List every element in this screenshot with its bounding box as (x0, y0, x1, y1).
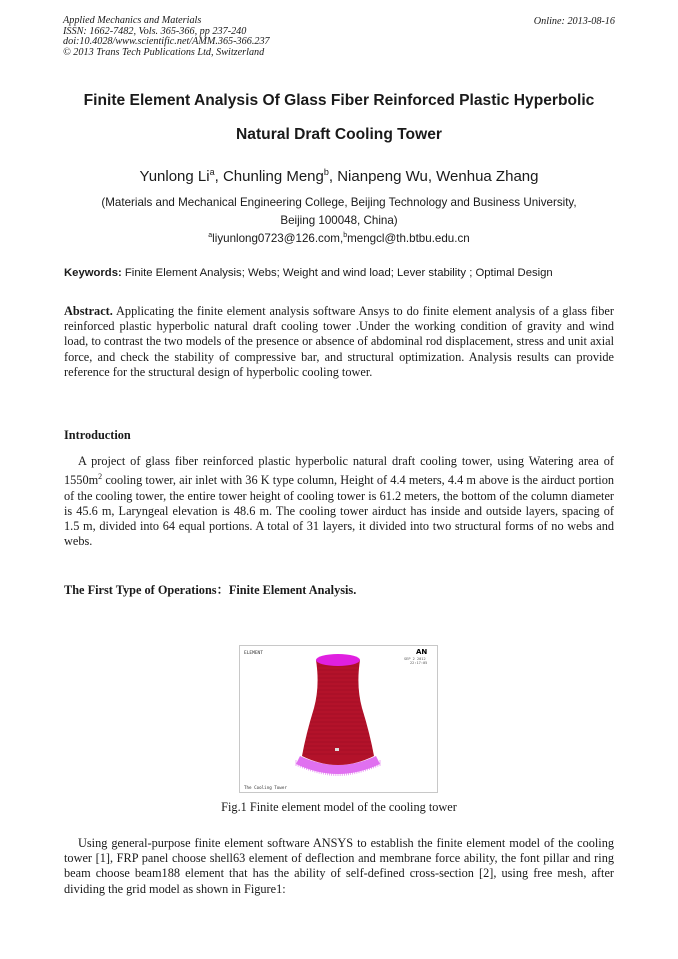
abstract-text: Applicating the finite element analysis software Ansys to do finite element analysis of a glass fiber reinforced plastic hyperbolic natural draft cooling tower .Under the working condition of gravity and wind load, to contrast the two models of the presence or absence of abdominal rod displacement, stress and unit axial force, and check the stability of compressive bar, and structural optimization. Analysis results can provide reference for the structural design of hyperbolic cooling tower. (64, 304, 614, 379)
ansys-badge: AN (416, 648, 428, 656)
email-b-sup: b (343, 232, 348, 240)
intro-text-1: A project of glass fiber reinforced plastic hyperbolic natural draft cooling tower, using Watering area of 1550m (64, 454, 614, 488)
introduction-heading: Introduction (64, 428, 131, 442)
author-2: Chunling Meng (222, 168, 324, 185)
keywords (64, 267, 624, 279)
keywords-text: Finite Element Analysis; Webs; Weight and wind load; Lever stability ; Optimal Design (124, 267, 553, 279)
figure-bottom-label: The Cooling Tower (244, 785, 287, 790)
journal-header (63, 16, 270, 58)
copyright-line: © 2013 Trans Tech Publications Ltd, Switzerland (63, 46, 265, 58)
author-list: Yunlong Li$^a$, Chunling Meng$^b$, Nianpeng Wu, Wenhua Zhang (139, 167, 539, 185)
intro-text-2: cooling tower, air inlet with 36 K type column, Height of 4.4 meters, 4.4 m above is the airduct portion of the cooling tower, the entire tower height of cooling tower is 61.2 meters, the bottom of the column diameter is 45.6 m, Laryngeal elevation is 48.6 m. The cooling tower airduct has inside and outside layers, spacing of 1.5 m, divided into 64 equal portions. A total of 31 layers, it divided into two structural forms of no webs and webs. (64, 473, 614, 549)
abstract (64, 304, 614, 380)
figure-info-date: SEP 2 2012 (404, 657, 426, 661)
paper-title-line2: Natural Draft Cooling Tower (236, 126, 442, 143)
intro-sup: 2 (98, 472, 103, 482)
email-a-sup: a (208, 232, 213, 240)
abstract-label: Abstract. (64, 304, 113, 318)
author-1-sup: a (209, 167, 215, 177)
keywords-label: Keywords: (64, 267, 122, 279)
email-line (40, 232, 638, 245)
figure-info-time: 22:17:05 (410, 661, 428, 665)
figure-caption: Fig.1 Finite element model of the cooling tower (221, 800, 457, 814)
section-heading-fea: The First Type of Operations：Finite Element Analysis. (64, 583, 357, 597)
figure-fem-model (239, 645, 438, 793)
cooling-tower-figure (240, 646, 437, 792)
online-date: Online: 2013-08-16 (533, 16, 615, 27)
introduction-paragraph (64, 454, 614, 549)
affiliation-line1: (Materials and Mechanical Engineering College, Beijing Technology and Business University, (101, 196, 577, 209)
email-a[interactable]: liyunlong0723@126.com, (212, 232, 344, 245)
tower-node-marker (335, 748, 339, 751)
doi-line: doi:10.4028/www.scientific.net/AMM.365-366.237 (63, 36, 270, 47)
paper-title-line1: Finite Element Analysis Of Glass Fiber Reinforced Plastic Hyperbolic (83, 92, 595, 109)
tower-top-ring (316, 654, 360, 666)
author-2-sup: b (323, 167, 329, 177)
email-b[interactable]: mengcl@th.btbu.edu.cn (347, 232, 470, 245)
author-1: Yunlong Li (139, 168, 210, 185)
issn-line: ISSN: 1662-7482, Vols. 365-366, pp 237-240 (63, 25, 247, 37)
figure-corner-label: ELEMENT (244, 651, 263, 656)
body-paragraph: Using general-purpose finite element software ANSYS to establish the finite element model of the cooling tower [1], FRP panel choose shell63 element of deflection and membrane force ability, the font pillar and ring beam choose beam188 element that has the ability of self-defined cross-section [2], using free mesh, after dividing the grid model as shown in Figure1: (64, 836, 614, 896)
journal-name: Applied Mechanics and Materials (63, 15, 202, 26)
author-rest: Nianpeng Wu, Wenhua Zhang (337, 168, 539, 185)
affiliation-line2: Beijing 100048, China) (280, 214, 398, 227)
